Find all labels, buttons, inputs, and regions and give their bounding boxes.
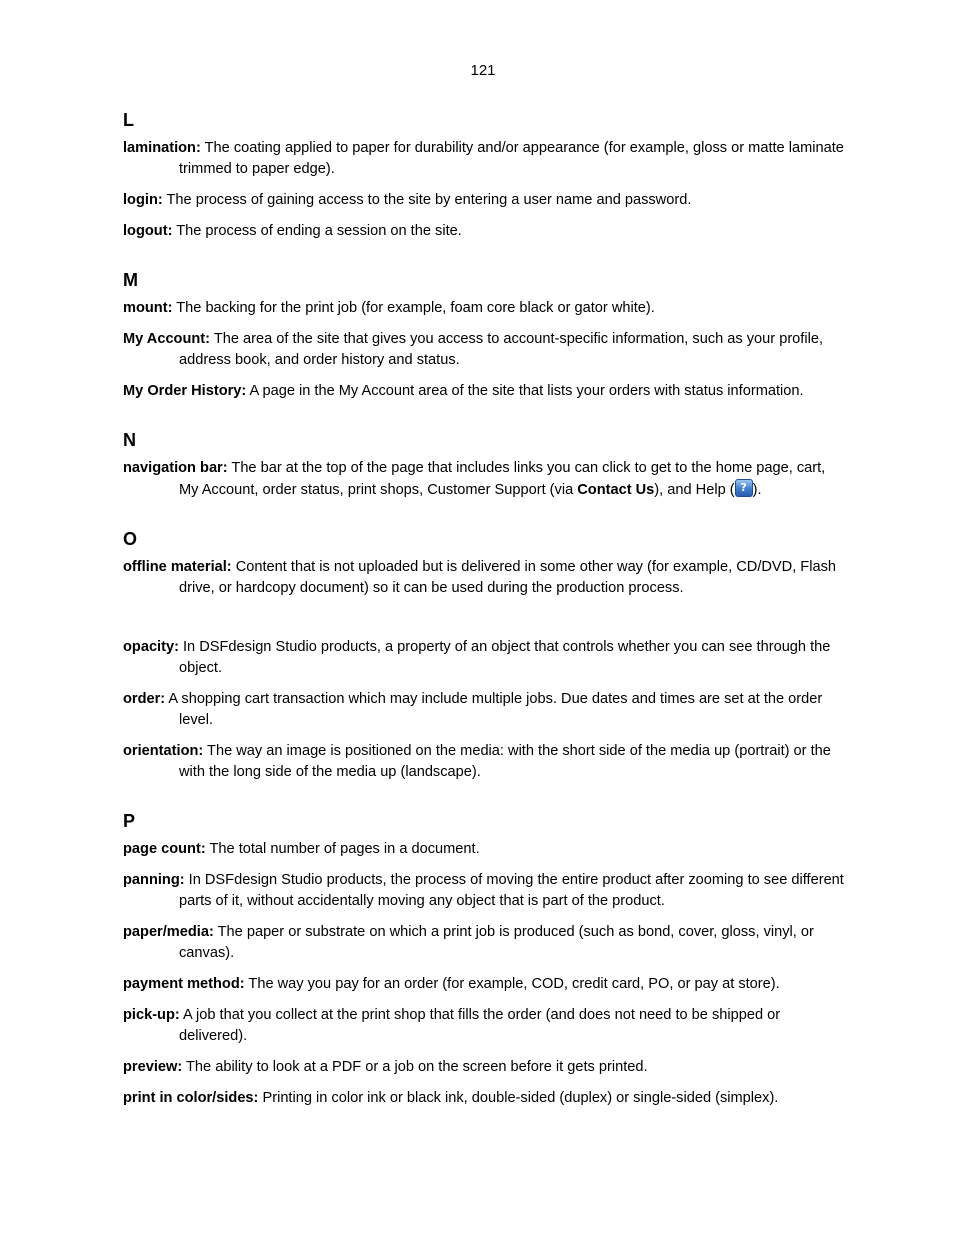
page-number: 121 <box>470 62 496 79</box>
glossary-definition: The area of the site that gives you access to account-specific information, such as your profile, address book, and order history and status. <box>179 331 824 368</box>
glossary-term: mount: <box>123 300 173 316</box>
glossary-term: payment method: <box>123 976 245 992</box>
glossary-definition: Printing in color ink or black ink, double-sided (duplex) or single-sided (simplex). <box>258 1090 779 1106</box>
spacer <box>123 609 847 637</box>
glossary-term: pick-up: <box>123 1007 180 1023</box>
glossary-term: login: <box>123 192 163 208</box>
glossary-term: navigation bar: <box>123 460 228 476</box>
glossary-entry-payment-method <box>123 974 847 995</box>
contact-us-link-text: Contact Us <box>577 482 655 498</box>
glossary-definition: A job that you collect at the print shop that fills the order (and does not need to be shipped or delivered). <box>179 1007 781 1044</box>
glossary-entry-preview <box>123 1057 847 1078</box>
section-heading-l: L <box>123 110 134 130</box>
glossary-entry-lamination <box>123 138 847 180</box>
glossary-definition: The process of gaining access to the site by entering a user name and password. <box>162 192 692 208</box>
glossary-entry-print-in-color-sides <box>123 1088 847 1109</box>
glossary-entry-page-count <box>123 839 847 860</box>
section-heading-m: M <box>123 270 138 290</box>
glossary-definition: The process of ending a session on the site. <box>172 223 462 239</box>
glossary-entry-opacity <box>123 637 847 679</box>
glossary-definition: The backing for the print job (for example, foam core black or gator white). <box>172 300 655 316</box>
glossary-definition: A page in the My Account area of the site that lists your orders with status information. <box>246 383 804 399</box>
glossary-definition: The ability to look at a PDF or a job on the screen before it gets printed. <box>182 1059 648 1075</box>
glossary-definition: The way an image is positioned on the media: with the short side of the media up (portrait) or the with the long side of the media up (landscape). <box>179 743 831 780</box>
section-n <box>123 428 847 501</box>
glossary-term: lamination: <box>123 140 201 156</box>
glossary-term: paper/media: <box>123 924 214 940</box>
glossary-term: preview: <box>123 1059 183 1075</box>
help-icon <box>735 479 753 497</box>
glossary-entry-orientation <box>123 741 847 783</box>
glossary-term: order: <box>123 691 166 707</box>
glossary-term: page count: <box>123 841 206 857</box>
glossary-term: My Account: <box>123 331 211 347</box>
glossary-entry-my-order-history <box>123 381 847 402</box>
glossary-term: offline material: <box>123 559 232 575</box>
glossary-definition: In DSFdesign Studio products, the process of moving the entire product after zooming to see different parts of it, without accidentally moving any object that is part of the product. <box>179 872 844 909</box>
glossary-entry-panning <box>123 870 847 912</box>
glossary-entry-login <box>123 190 847 211</box>
section-m <box>123 268 847 402</box>
section-l <box>123 108 847 242</box>
glossary-entry-navigation-bar <box>123 458 847 501</box>
section-heading-o: O <box>123 529 138 549</box>
section-heading-n: N <box>123 430 136 450</box>
glossary-entry-my-account <box>123 329 847 371</box>
glossary-definition: The bar at the top of the page that includes links you can click to get to the home page, cart, My Account, order status, print shops, Customer Support (via <box>179 460 826 498</box>
glossary-definition: The paper or substrate on which a print job is produced (such as bond, cover, gloss, vinyl, or canvas). <box>179 924 814 961</box>
glossary-term: orientation: <box>123 743 204 759</box>
section-heading-p: P <box>123 811 136 831</box>
section-o <box>123 527 847 783</box>
glossary-term: My Order History: <box>123 383 247 399</box>
glossary-entry-order <box>123 689 847 731</box>
glossary-definition: The coating applied to paper for durability and/or appearance (for example, gloss or matte laminate trimmed to paper edge). <box>179 140 844 177</box>
glossary-definition: A shopping cart transaction which may include multiple jobs. Due dates and times are set at the order level. <box>165 691 823 728</box>
glossary-entry-pick-up <box>123 1005 847 1047</box>
glossary-definition: In DSFdesign Studio products, a property of an object that controls whether you can see through the object. <box>178 639 831 676</box>
glossary-entry-offline-material <box>123 557 847 599</box>
glossary-term: opacity: <box>123 639 179 655</box>
glossary-entry-paper-media <box>123 922 847 964</box>
glossary-definition: ). <box>752 482 762 498</box>
glossary-definition: ), and Help ( <box>654 482 735 498</box>
glossary-term: panning: <box>123 872 185 888</box>
glossary-definition: The way you pay for an order (for example, COD, credit card, PO, or pay at store). <box>244 976 780 992</box>
glossary-content <box>123 108 847 1135</box>
glossary-entry-mount <box>123 298 847 319</box>
glossary-entry-logout <box>123 221 847 242</box>
glossary-term: print in color/sides: <box>123 1090 259 1106</box>
glossary-term: logout: <box>123 223 173 239</box>
glossary-definition: The total number of pages in a document. <box>205 841 480 857</box>
section-p <box>123 809 847 1109</box>
glossary-definition: Content that is not uploaded but is delivered in some other way (for example, CD/DVD, Flash drive, or hardcopy document) so it can be used during the production process. <box>179 559 836 596</box>
